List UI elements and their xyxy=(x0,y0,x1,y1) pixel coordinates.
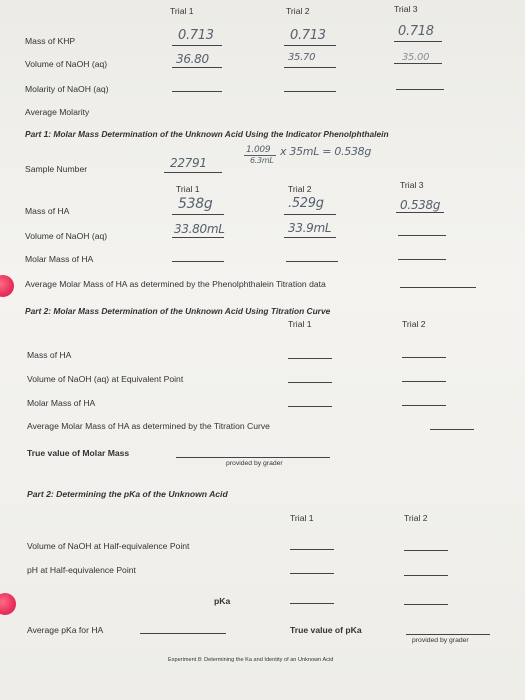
part1-mass-trial3: 0.538g xyxy=(400,198,441,212)
part1-mass-trial2: .529g xyxy=(288,196,324,211)
part2b-title: Part 2: Determining the pKa of the Unknown Acid xyxy=(27,489,228,499)
part2a-mass-label: Mass of HA xyxy=(27,350,72,360)
part2a-title: Part 2: Molar Mass Determination of the Unknown Acid Using Titration Curve xyxy=(25,306,331,316)
khp-mass-trial3: 0.718 xyxy=(398,24,434,39)
part2a-molar-label: Molar Mass of HA xyxy=(27,398,96,408)
part2b-trial-1: Trial 1 xyxy=(290,513,314,523)
part1-trial-1: Trial 1 xyxy=(176,184,200,194)
part1-molar-label: Molar Mass of HA xyxy=(25,254,94,264)
part2b-trial-2: Trial 2 xyxy=(404,513,428,523)
khp-volume-trial2: 35.70 xyxy=(288,52,316,63)
part2a-volume-label: Volume of NaOH (aq) at Equivalent Point xyxy=(27,374,184,384)
part1-trial-2: Trial 2 xyxy=(288,184,312,194)
sample-number-value: 22791 xyxy=(170,156,207,170)
khp-avg-molarity-label: Average Molarity xyxy=(25,107,90,117)
binder-hole-top xyxy=(0,275,14,297)
binder-hole-bottom xyxy=(0,593,16,615)
part1-calc-rest: x 35mL = 0.538g xyxy=(280,145,372,158)
part1-volume-trial1: 33.80mL xyxy=(174,222,225,236)
part2a-avg-label: Average Molar Mass of HA as determined by the Titration Curve xyxy=(27,421,270,431)
khp-volume-trial3: 35.00 xyxy=(402,52,430,63)
part1-mass-trial1: 538g xyxy=(178,196,213,212)
part1-calc-numerator: 1.009 xyxy=(246,145,271,155)
khp-mass-label: Mass of KHP xyxy=(25,36,76,46)
part1-volume-label: Volume of NaOH (aq) xyxy=(25,231,108,241)
part2b-provided: provided by grader xyxy=(412,637,469,644)
part2a-true-label: True value of Molar Mass xyxy=(27,448,130,458)
header-trial-1: Trial 1 xyxy=(170,6,194,16)
header-trial-3: Trial 3 xyxy=(394,4,418,14)
khp-mass-trial1: 0.713 xyxy=(178,28,214,43)
khp-mass-trial2: 0.713 xyxy=(290,28,326,43)
khp-volume-trial1: 36.80 xyxy=(176,52,209,66)
part2a-trial-2: Trial 2 xyxy=(402,319,426,329)
part1-calc-denominator: 6.3mL xyxy=(250,156,274,165)
khp-molarity-label: Molarity of NaOH (aq) xyxy=(25,84,109,94)
part2b-ph-label: pH at Half-equivalence Point xyxy=(27,565,136,575)
part1-mass-label: Mass of HA xyxy=(25,206,70,216)
part1-trial-3: Trial 3 xyxy=(400,180,424,190)
part2b-true-pka-label: True value of pKa xyxy=(290,625,362,635)
part1-volume-trial2: 33.9mL xyxy=(288,221,332,235)
part1-avg-label: Average Molar Mass of HA as determined by the Phenolphthalein Titration data xyxy=(25,279,326,289)
part1-title: Part 1: Molar Mass Determination of the Unknown Acid Using the Indicator Phenolphthalein xyxy=(25,129,389,139)
part2b-pka-label: pKa xyxy=(214,596,231,606)
khp-volume-label: Volume of NaOH (aq) xyxy=(25,59,108,69)
header-trial-2: Trial 2 xyxy=(286,6,310,16)
part2b-avg-pka-label: Average pKa for HA xyxy=(27,625,104,635)
part2a-provided: provided by grader xyxy=(226,460,283,467)
part2b-vol-label: Volume of NaOH at Half-equivalence Point xyxy=(27,541,190,551)
part2a-trial-1: Trial 1 xyxy=(288,319,312,329)
footer-text: Experiment 8: Determining the Ka and Identity of an Unknown Acid xyxy=(168,657,334,663)
sample-number-label: Sample Number xyxy=(25,164,88,174)
